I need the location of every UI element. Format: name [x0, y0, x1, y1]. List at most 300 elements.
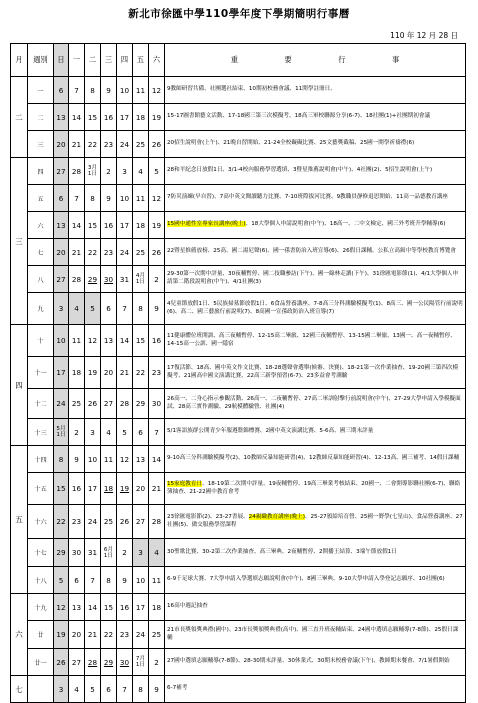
week-events [165, 104, 466, 131]
day-cell [101, 104, 117, 131]
day-cell [117, 185, 133, 212]
day-cell [101, 185, 117, 212]
week-events [165, 158, 466, 185]
day-cell [117, 621, 133, 649]
day-header-mon: 一 [69, 44, 85, 77]
day-number: 6 [106, 304, 111, 313]
week-row [11, 505, 466, 539]
day-cell [69, 131, 85, 158]
day-number: 14 [71, 220, 82, 230]
day-cell [149, 104, 165, 131]
day-number: 12 [87, 336, 98, 345]
day-number: 31 [119, 274, 130, 284]
day-cell [133, 594, 149, 621]
day-number: 4 [138, 166, 143, 176]
event-text: 、18-19第二次期中評量、19夜輔暫停、19高三畢業考核結束、20國一、二會開導影聯社團(6-7)、聯絡簿抽查、21-22國中教育會考 [167, 480, 461, 495]
day-cell [101, 212, 117, 239]
day-number: 9 [106, 85, 111, 95]
day-cell [69, 446, 85, 473]
day-cell [101, 158, 117, 185]
day-cell [149, 325, 165, 357]
day-number: 8 [90, 193, 95, 203]
day-number: 3 [138, 548, 143, 557]
event-text: 22暨星推薦放榜、25高、國二湯尼聲(6)、國一孫書防治入班宣導(6)、26假日課輔、公私立高級中等學校教育博覽會 [167, 248, 456, 255]
day-cell [101, 266, 117, 293]
day-header-wed: 三 [101, 44, 117, 77]
day-cell [101, 649, 117, 676]
day-number: 28 [87, 657, 98, 667]
week-label: 十九 [28, 594, 54, 621]
day-cell [85, 212, 101, 239]
day-cell [101, 77, 117, 104]
day-cell [133, 239, 149, 266]
day-cell [101, 594, 117, 621]
day-number: 8 [138, 684, 143, 694]
week-events [165, 676, 466, 703]
week-events [165, 419, 466, 446]
day-number: 4 [74, 304, 79, 313]
day-cell [149, 594, 165, 621]
day-cell [149, 539, 165, 567]
table-header-row [11, 44, 466, 77]
day-cell [69, 419, 85, 446]
day-number: 3 [90, 427, 95, 437]
day-number: 13 [56, 112, 66, 122]
day-cell [85, 676, 101, 703]
day-cell-sunday [54, 473, 69, 505]
day-cell [85, 505, 101, 539]
week-events [165, 505, 466, 539]
day-number: 25 [151, 630, 162, 639]
week-events [165, 131, 466, 158]
day-number: 3月1日 [87, 165, 98, 177]
week-row [11, 649, 466, 676]
week-events [165, 239, 466, 266]
day-cell [101, 473, 117, 505]
day-cell [101, 505, 117, 539]
day-cell [117, 539, 133, 567]
day-cell [117, 158, 133, 185]
day-number: 8 [138, 304, 143, 313]
day-number: 24 [119, 139, 130, 149]
day-cell [85, 473, 101, 505]
day-cell [117, 649, 133, 676]
day-cell [101, 419, 117, 446]
day-number: 25 [135, 247, 146, 257]
day-cell-sunday [54, 505, 69, 539]
day-cell-sunday [54, 104, 69, 131]
day-cell [133, 567, 149, 594]
day-header-sun: 日 [54, 44, 69, 77]
day-cell [85, 325, 101, 357]
issue-date: 110 年 12 月 28 日 [390, 31, 458, 40]
day-number: 2 [154, 274, 159, 284]
week-label: 三 [28, 131, 54, 158]
week-label: 十二 [28, 389, 54, 419]
day-cell [149, 567, 165, 594]
day-number: 10 [135, 575, 146, 585]
day-number: 11 [135, 85, 146, 95]
week-label: 十八 [28, 567, 54, 594]
day-cell [101, 446, 117, 473]
week-label: 十一 [28, 357, 54, 389]
day-number: 21 [151, 484, 162, 493]
week-label: 廿 [28, 621, 54, 649]
week-row [11, 539, 466, 567]
day-cell [85, 539, 101, 567]
school-calendar-table [10, 43, 466, 703]
day-number: 22 [87, 247, 98, 257]
week-row [11, 266, 466, 293]
day-cell [85, 131, 101, 158]
week-label: 六 [28, 212, 54, 239]
day-number: 28 [71, 274, 82, 284]
day-cell [133, 649, 149, 676]
week-events [165, 185, 466, 212]
day-cell-sunday [54, 594, 69, 621]
day-number: 14 [119, 336, 130, 345]
day-number: 16 [71, 484, 82, 493]
day-number: 22 [56, 517, 66, 526]
day-cell [69, 158, 85, 185]
day-cell [69, 239, 85, 266]
day-number: 17 [119, 112, 130, 122]
day-cell [117, 131, 133, 158]
day-cell [117, 446, 133, 473]
week-label: 八 [28, 266, 54, 293]
day-cell [117, 266, 133, 293]
month-header: 月 [11, 44, 28, 77]
day-number: 30 [151, 399, 162, 408]
day-number: 27 [135, 517, 146, 526]
week-label: 五 [28, 185, 54, 212]
week-row [11, 293, 466, 325]
day-cell [69, 389, 85, 419]
day-cell [101, 239, 117, 266]
event-text: 30聖歌比賽、30-2第二次作業抽查、高三畢典、2夜輔暫停、2開播王結算、3端午節放假1日 [167, 548, 397, 555]
week-label [28, 676, 54, 703]
week-label: 十 [28, 325, 54, 357]
day-cell-sunday [54, 446, 69, 473]
week-label: 十四 [28, 446, 54, 473]
day-cell-sunday [54, 158, 69, 185]
day-cell [69, 325, 85, 357]
event-text: 、18大學個人申請說明會(中午)、18高一、二中文檢定、國三外考班升學輔導(6) [245, 221, 446, 228]
day-cell [101, 676, 117, 703]
day-number: 14 [151, 454, 162, 464]
day-number: 30 [103, 274, 114, 284]
day-number: 5 [90, 304, 95, 313]
week-events [165, 212, 466, 239]
day-cell-sunday [54, 131, 69, 158]
day-cell-sunday [54, 649, 69, 676]
day-number: 11 [135, 193, 146, 203]
week-events [165, 567, 466, 594]
day-cell [117, 594, 133, 621]
event-text: 16高中週記抽查 [167, 603, 208, 610]
month-label: 三 [11, 158, 28, 325]
day-cell [133, 473, 149, 505]
day-cell [133, 158, 149, 185]
day-number: 6 [58, 85, 64, 95]
day-cell [69, 185, 85, 212]
day-number: 16 [103, 112, 114, 122]
week-row [11, 357, 466, 389]
day-cell [69, 212, 85, 239]
day-number: 7 [74, 193, 79, 203]
day-number: 7 [154, 427, 159, 437]
day-number: 9 [154, 684, 159, 694]
day-number: 8 [106, 575, 111, 585]
day-number: 17 [56, 368, 66, 377]
events-header-char: 要 [284, 55, 292, 64]
day-cell [133, 77, 149, 104]
day-cell [69, 594, 85, 621]
day-number: 4 [154, 548, 159, 557]
day-cell [117, 293, 133, 325]
day-number: 18 [135, 112, 146, 122]
day-number: 21 [71, 139, 82, 149]
day-cell [133, 325, 149, 357]
day-cell [85, 158, 101, 185]
day-header-thu: 四 [117, 44, 133, 77]
day-cell [117, 419, 133, 446]
day-number: 11 [103, 454, 114, 464]
week-row [11, 473, 466, 505]
day-cell [85, 77, 101, 104]
day-cell [85, 185, 101, 212]
day-number: 9 [122, 575, 127, 585]
day-cell [69, 621, 85, 649]
day-cell [133, 104, 149, 131]
event-text: 17復活節、18高、國中英文作文比賽、18-28選聲會選舉(候審、決賽)、18-21第一次作業抽查、19-20國三第四次模擬考、21國高中國文演講比賽、22高三新學預習(6-7)、23多益會考測驗 [167, 364, 459, 379]
event-text: 28和平紀念日放假1日、3/1-4校內服務學習選填、3暨星推薦說明會(中午)、4社團(2)、5招生說明會(上午) [167, 167, 433, 174]
day-number: 19 [151, 220, 162, 230]
day-number: 18 [151, 602, 162, 612]
day-number: 17 [87, 484, 98, 493]
day-cell [117, 239, 133, 266]
day-cell [149, 473, 165, 505]
day-cell [117, 505, 133, 539]
day-cell [133, 293, 149, 325]
day-cell [133, 621, 149, 649]
week-row [11, 185, 466, 212]
day-number: 29 [56, 548, 66, 557]
week-events [165, 293, 466, 325]
week-events [165, 357, 466, 389]
day-cell [69, 649, 85, 676]
day-cell [149, 505, 165, 539]
events-header-char: 重 [230, 55, 238, 64]
day-number: 9 [154, 304, 159, 313]
calendar-body [11, 77, 466, 703]
event-text: 20招生說明會(上午)、21晚自習開始、21-24全校礙礙比賽、25文藝獎截稿、25國一開學祈禱禮(6) [167, 140, 415, 147]
day-cell [117, 567, 133, 594]
day-number: 9 [74, 454, 79, 464]
day-number: 12 [56, 602, 66, 612]
week-row [11, 567, 466, 594]
day-number: 23 [103, 247, 114, 257]
page-title: 新北市徐匯中學110學年度下學期簡明行事曆 [128, 8, 350, 20]
day-number: 5 [122, 427, 127, 437]
day-number: 24 [119, 247, 130, 257]
week-row [11, 158, 466, 185]
day-number: 16 [151, 336, 162, 345]
week-label: 十七 [28, 539, 54, 567]
day-cell-sunday [54, 77, 69, 104]
day-number: 10 [119, 193, 130, 203]
day-cell-sunday [54, 567, 69, 594]
day-number: 11 [71, 336, 82, 345]
week-row [11, 594, 466, 621]
day-number: 7 [122, 684, 127, 694]
day-number: 21 [87, 630, 98, 639]
day-cell [101, 567, 117, 594]
day-cell [149, 131, 165, 158]
day-cell [69, 567, 85, 594]
day-cell [85, 389, 101, 419]
week-row [11, 131, 466, 158]
highlighted-event: 24親職教育講座(晚上) [248, 513, 305, 520]
day-cell [149, 158, 165, 185]
day-number: 22 [87, 139, 98, 149]
month-label: 六 [11, 594, 28, 676]
highlighted-event: 15家庭教育日 [167, 480, 203, 487]
day-cell [133, 505, 149, 539]
day-number: 19 [56, 630, 66, 639]
week-events [165, 77, 466, 104]
day-number: 25 [71, 399, 82, 408]
day-number: 2 [106, 166, 111, 176]
event-text: 7防災演練(早自習)、7高中英文閱讀聽力比賽、7-10班際拔河比賽、9教職員靜修退思開始、11高一品德教育講座 [167, 194, 448, 201]
day-cell [117, 77, 133, 104]
day-cell [85, 594, 101, 621]
day-number: 27 [103, 399, 114, 408]
week-row [11, 676, 466, 703]
day-number: 16 [103, 220, 114, 230]
week-label: 十三 [28, 419, 54, 446]
day-number: 24 [87, 517, 98, 526]
day-number: 5 [90, 684, 95, 694]
day-number: 8 [90, 85, 95, 95]
day-number: 17 [119, 220, 130, 230]
day-number: 4 [106, 427, 111, 437]
month-label: 四 [11, 325, 28, 446]
day-cell [69, 676, 85, 703]
week-row [11, 77, 466, 104]
day-cell [69, 473, 85, 505]
day-number: 29 [103, 657, 114, 667]
day-cell [85, 293, 101, 325]
day-cell [117, 212, 133, 239]
day-cell [101, 357, 117, 389]
day-cell [85, 357, 101, 389]
day-number: 7 [90, 575, 95, 585]
day-cell-sunday [54, 293, 69, 325]
day-number: 27 [56, 166, 66, 176]
day-cell [101, 621, 117, 649]
events-header [165, 44, 466, 77]
events-header-char: 行 [338, 55, 346, 64]
day-cell [69, 77, 85, 104]
day-cell-sunday [54, 266, 69, 293]
week-events [165, 389, 466, 419]
day-number: 13 [135, 454, 146, 464]
day-cell [133, 446, 149, 473]
day-cell [149, 419, 165, 446]
week-events [165, 446, 466, 473]
day-number: 19 [119, 484, 130, 493]
day-number: 26 [87, 399, 98, 408]
day-cell [117, 325, 133, 357]
day-number: 2 [74, 427, 79, 437]
week-row [11, 104, 466, 131]
day-number: 6月1日 [103, 546, 114, 559]
day-cell [133, 266, 149, 293]
day-cell [149, 389, 165, 419]
day-number: 6 [106, 684, 111, 694]
day-number: 7 [74, 85, 79, 95]
day-cell [149, 293, 165, 325]
day-cell [133, 389, 149, 419]
day-cell [149, 621, 165, 649]
day-cell [69, 539, 85, 567]
day-number: 8 [58, 454, 64, 464]
day-cell [133, 539, 149, 567]
event-text: 9-10高三分科測驗模擬考(2)、10教師反暴知能研習(4)、12教師反暴知能研習(4)、12-13高、國三補考、14假日課輔 [167, 455, 460, 462]
day-number: 15 [87, 220, 98, 230]
day-number: 12 [151, 85, 162, 95]
day-cell [117, 357, 133, 389]
event-text: 15-17圖書館藝文活動、17-18國三第三次模擬考、18高三軍校聯源分享(6-7)、18社團(1)+社團期初會議 [167, 113, 431, 120]
day-cell [149, 446, 165, 473]
day-number: 17 [135, 602, 146, 612]
day-header-sat: 六 [149, 44, 165, 77]
day-cell [133, 212, 149, 239]
day-cell-sunday [54, 239, 69, 266]
day-header-tue: 二 [85, 44, 101, 77]
day-number: 21 [119, 368, 130, 377]
day-number: 2 [122, 548, 127, 557]
day-number: 27 [56, 274, 66, 284]
week-label: 二 [28, 104, 54, 131]
day-number: 24 [135, 630, 146, 639]
day-number: 7月1日 [135, 656, 146, 668]
day-number: 27 [71, 657, 82, 667]
day-cell [85, 104, 101, 131]
day-number: 26 [119, 517, 130, 526]
day-cell [69, 357, 85, 389]
day-cell [85, 567, 101, 594]
week-label: 七 [28, 239, 54, 266]
day-cell [133, 131, 149, 158]
day-number: 20 [56, 139, 66, 149]
day-cell-sunday [54, 419, 69, 446]
day-number: 15 [56, 484, 66, 493]
day-number: 5 [58, 575, 64, 585]
day-cell-sunday [54, 357, 69, 389]
day-number: 26 [151, 139, 162, 149]
day-cell [85, 446, 101, 473]
day-cell [101, 131, 117, 158]
day-cell-sunday [54, 212, 69, 239]
day-cell-sunday [54, 325, 69, 357]
day-number: 30 [71, 548, 82, 557]
day-number: 10 [87, 454, 98, 464]
week-row [11, 419, 466, 446]
day-cell [85, 649, 101, 676]
day-number: 28 [119, 399, 130, 408]
